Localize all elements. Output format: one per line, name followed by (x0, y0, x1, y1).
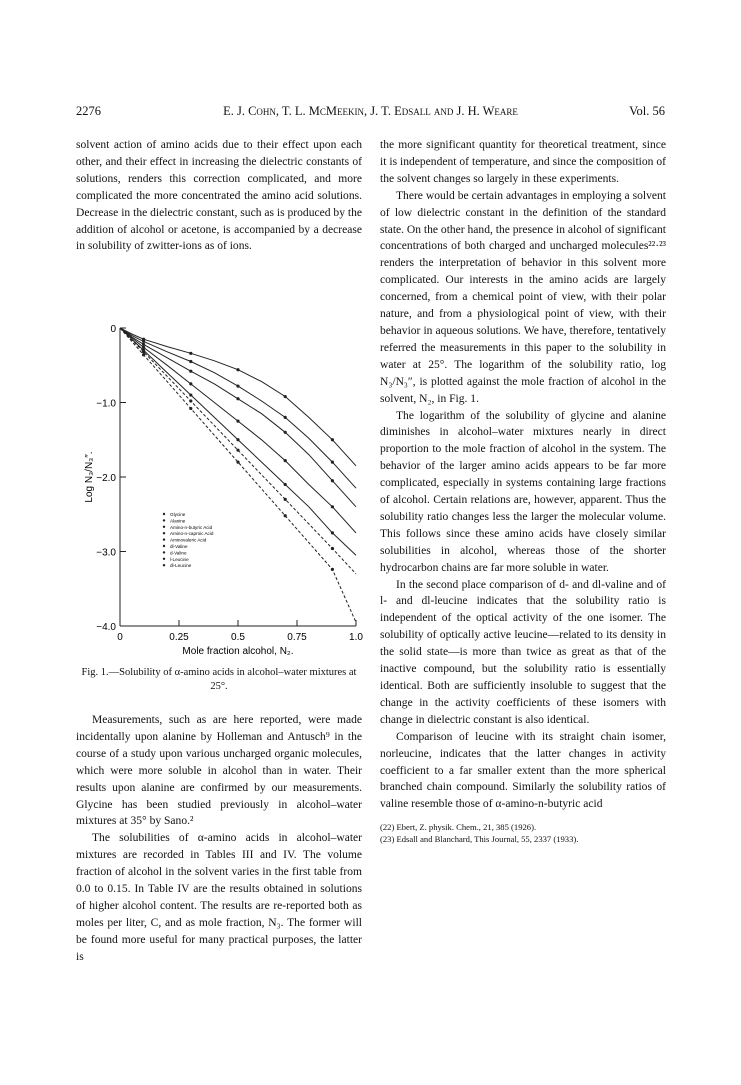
data-point (284, 483, 287, 486)
legend-entry: l-Leucine (170, 556, 189, 562)
legend-marker (163, 519, 165, 521)
legend-marker (163, 564, 165, 566)
series-line (120, 328, 356, 533)
x-tick-label: 1.0 (349, 632, 363, 643)
legend-entry: Alanine (170, 518, 186, 524)
running-head-authors: E. J. Cohn, T. L. McMeekin, J. T. Edsall and J. H. Weare (223, 104, 518, 118)
data-point (236, 438, 239, 441)
data-point (284, 459, 287, 462)
y-tick-label: −4.0 (96, 622, 116, 633)
data-point (236, 449, 239, 452)
data-point (189, 407, 192, 410)
data-point (142, 353, 145, 356)
series-line (120, 328, 356, 507)
left-paragraph-1: solvent action of amino acids due to their effect upon each other, and their effect in increasing the dielectric constants of solutions, renders this correction complicated, and more complicated the more concentrated the amino acid solutions. Decrease in the dielectric constant, such as is produced by the addition of alcohol or acetone, is accompanied by a decrease in solubility of zwitter-ions as of ions. (76, 139, 362, 253)
x-tick-label: 0.75 (287, 632, 307, 643)
data-point (236, 397, 239, 400)
data-point (331, 531, 334, 534)
legend-marker (163, 538, 165, 540)
legend-entry: dl-Valine (170, 544, 188, 549)
footnote-22: (22) Ebert, Z. physik. Chem., 21, 385 (1926). (380, 822, 537, 833)
left-column (76, 137, 362, 255)
data-point (284, 395, 287, 398)
legend-entry: d-Valine (170, 550, 187, 556)
series-line (120, 328, 356, 555)
data-point (189, 393, 192, 396)
y-axis-label: Log N₃/N₃″. (84, 451, 95, 503)
data-point (236, 461, 239, 464)
right-column (380, 137, 666, 845)
left-column-lower (76, 712, 362, 966)
data-point (189, 399, 192, 402)
data-point (142, 349, 145, 352)
y-tick-label: −2.0 (96, 473, 116, 484)
legend-entry: dl-Leucine (170, 563, 192, 569)
series-line (120, 328, 356, 488)
left-paragraph-3: The solubilities of α-amino acids in alcohol–water mixtures are recorded in Tables III and IV. The volume fraction of alcohol in the solvent varies in the first table from 0.0 to 0.15. In Table IV are the results obtained in solutions of higher alcohol content. The results are re-reported both as moles per liter, C, and as mole fraction, N₃. The former will be found more useful for many practical purposes, the latter is (76, 832, 362, 963)
data-point (142, 338, 145, 341)
left-paragraph-2: Measurements, such as are here reported, were made incidentally upon alanine by Holleman and Antusch⁹ in the course of a study upon various uncharged organic molecules, which were more soluble in alcohol than in water. Their results upon alanine are confirmed by our measurements. Glycine has been studied previously in alcohol–water mixtures at 35° by Sano.² (76, 714, 362, 828)
legend-marker (163, 532, 165, 534)
data-point (284, 431, 287, 434)
legend-entry: Amino-n-butyric Acid (170, 524, 213, 530)
data-point (284, 498, 287, 501)
x-axis-label: Mole fraction alcohol, N₂. (182, 646, 294, 657)
x-tick-label: 0 (117, 632, 123, 643)
right-paragraph-5: Comparison of leucine with its straight chain isomer, norleucine, indicates that the latter changes in activity coefficient to a far smaller extent than the more spherical branched chain compound. Similarly the solubility ratios of valine resemble those of α-amino-n-butyric acid (380, 730, 666, 811)
legend-marker (163, 558, 165, 560)
legend-marker (163, 545, 165, 547)
right-paragraph-3: The logarithm of the solubility of glycine and alanine diminishes in alcohol–water mixtures nearly in direct proportion to the mole fraction of alcohol in the system. The behavior of the larger amino acids appears to be far more complicated, especially in systems containing large fractions of alcohol. Certain relations are, however, apparent. Thus the solubility ratio changes less the larger the molecular volume. This follows since these amino acids have closely similar solubilities in alcohol, whereas those of the shorter hydrocarbon chains are far more soluble in water. (380, 409, 666, 574)
figure-1 (78, 310, 368, 700)
data-point (284, 416, 287, 419)
page-number: 2276 (76, 104, 101, 118)
data-point (331, 547, 334, 550)
series-line (120, 328, 356, 622)
right-paragraph-1: the more significant quantity for theoretical treatment, since it is independent of temperature, and since the composition of the solvent changes so largely in these experiments. (380, 139, 666, 185)
legend-marker (163, 526, 165, 528)
data-point (331, 568, 334, 571)
y-tick-label: 0 (110, 324, 116, 335)
data-point (189, 382, 192, 385)
volume-label: Vol. 56 (629, 104, 665, 118)
data-point (142, 343, 145, 346)
data-point (189, 360, 192, 363)
data-point (331, 461, 334, 464)
data-point (236, 420, 239, 423)
x-tick-label: 0.5 (231, 632, 245, 643)
data-point (331, 438, 334, 441)
data-point (284, 514, 287, 517)
y-tick-label: −1.0 (96, 398, 116, 410)
legend-entry: Amino-n-caproic Acid (170, 531, 214, 537)
y-tick-label: −3.0 (96, 547, 116, 559)
data-point (142, 346, 145, 349)
legend-entry: Glycine (170, 512, 186, 517)
data-point (189, 352, 192, 355)
footnote-23: (23) Edsall and Blanchard, This Journal, 55, 2337 (1933). (380, 834, 579, 845)
legend-marker (163, 551, 165, 553)
data-point (189, 370, 192, 373)
legend-entry: Aminovaleric Acid (170, 537, 207, 543)
solubility-chart (78, 310, 368, 660)
right-paragraph-2: There would be certain advantages in employing a solvent of low dielectric constant in the definition of the standard state. On the other hand, the presence in alcohol of significant concentrations of both charged and uncharged molecules²²·²³ renders the interpretation of behavior in this solvent more complicated. Our interests in the amino acids are largely concerned, from a chemical point of view, with their polar nature, and from a physiological point of view, with their behavior in aqueous solutions. We have, therefore, tentatively referred the measurements in this paper to the solubility in water at 25°. The logarithm of the solubility ratio, log N₃/N₃″, is plotted against the mole fraction of alcohol in the solvent, N₂, in Fig. 1. (380, 189, 667, 405)
data-point (331, 505, 334, 508)
figure-caption: Fig. 1.—Solubility of α-amino acids in alcohol–water mixtures at 25°. (81, 667, 357, 692)
data-point (236, 368, 239, 371)
right-paragraph-4: In the second place comparison of d- and dl-valine and of l- and dl-leucine indicates that the solubility ratio is independent of the optical activity of the one isomer. The solubility of optically active leucine—related to its density in the solid state—is more than twice as great as that of the inactive compound, but the solubility ratio is essentially identical. Both are sufficiently insoluble to suggest that the change in the activity coefficients of these isomers with change in dielectric constant is also identical. (380, 578, 666, 726)
x-tick-label: 0.25 (169, 632, 189, 643)
legend-marker (163, 513, 165, 515)
data-point (331, 479, 334, 482)
series-line (120, 328, 356, 466)
data-point (236, 385, 239, 388)
